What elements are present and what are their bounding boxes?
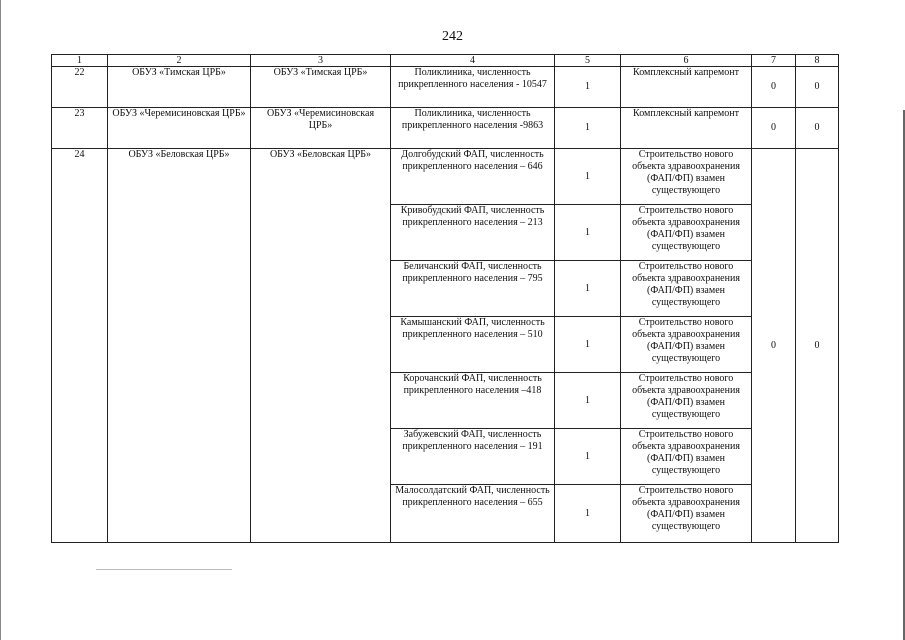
header-col-2: 2 [108,55,251,67]
row-number: 24 [52,149,108,543]
work-type: Строительство нового объекта здравоохранения (ФАП/ФП) взамен существующего [621,485,752,543]
row-number: 23 [52,108,108,149]
object-description: Забужевский ФАП, численность прикрепленного населения – 191 [391,429,555,485]
header-col-8: 8 [796,55,839,67]
quantity: 1 [555,205,621,261]
organization-2: ОБУЗ «Черемисиновская ЦРБ» [251,108,391,149]
row-number: 22 [52,67,108,108]
object-description: Беличанский ФАП, численность прикрепленного населения – 795 [391,261,555,317]
quantity: 1 [555,108,621,149]
object-description: Камышанский ФАП, численность прикрепленного населения – 510 [391,317,555,373]
col7-value: 0 [752,108,796,149]
col7-value: 0 [752,67,796,108]
page-number: 242 [442,29,463,44]
quantity: 1 [555,373,621,429]
work-type: Строительство нового объекта здравоохранения (ФАП/ФП) взамен существующего [621,149,752,205]
object-description: Корочанский ФАП, численность прикрепленного населения –418 [391,373,555,429]
header-col-6: 6 [621,55,752,67]
table-row [52,67,839,108]
header-col-1: 1 [52,55,108,67]
table-row [52,149,839,205]
scan-left-edge [0,0,1,640]
scan-mark [96,569,232,570]
col8-value: 0 [796,149,839,543]
organization: ОБУЗ «Черемисиновская ЦРБ» [108,108,251,149]
object-description: Долгобудский ФАП, численность прикрепленного населения – 646 [391,149,555,205]
table-row [52,108,839,149]
work-type: Комплексный капремонт [621,108,752,149]
col8-value: 0 [796,67,839,108]
work-type: Строительство нового объекта здравоохранения (ФАП/ФП) взамен существующего [621,205,752,261]
work-type: Строительство нового объекта здравоохранения (ФАП/ФП) взамен существующего [621,429,752,485]
object-description: Малосолдатский ФАП, численность прикрепленного населения – 655 [391,485,555,543]
header-col-7: 7 [752,55,796,67]
col8-value: 0 [796,108,839,149]
organization-2: ОБУЗ «Тимская ЦРБ» [251,67,391,108]
quantity: 1 [555,429,621,485]
object-description: Кривобудский ФАП, численность прикрепленного населения – 213 [391,205,555,261]
organization: ОБУЗ «Тимская ЦРБ» [108,67,251,108]
col7-value: 0 [752,149,796,543]
quantity: 1 [555,261,621,317]
work-type: Строительство нового объекта здравоохранения (ФАП/ФП) взамен существующего [621,373,752,429]
quantity: 1 [555,149,621,205]
work-type: Строительство нового объекта здравоохранения (ФАП/ФП) взамен существующего [621,261,752,317]
facilities-table [51,54,839,543]
work-type: Комплексный капремонт [621,67,752,108]
header-col-5: 5 [555,55,621,67]
quantity: 1 [555,485,621,543]
organization-2: ОБУЗ «Беловская ЦРБ» [251,149,391,543]
header-col-3: 3 [251,55,391,67]
quantity: 1 [555,67,621,108]
header-row [52,55,839,67]
organization: ОБУЗ «Беловская ЦРБ» [108,149,251,543]
quantity: 1 [555,317,621,373]
work-type: Строительство нового объекта здравоохранения (ФАП/ФП) взамен существующего [621,317,752,373]
header-col-4: 4 [391,55,555,67]
object-description: Поликлиника, численность прикрепленного населения - 10547 [391,67,555,108]
object-description: Поликлиника, численность прикрепленного населения -9863 [391,108,555,149]
